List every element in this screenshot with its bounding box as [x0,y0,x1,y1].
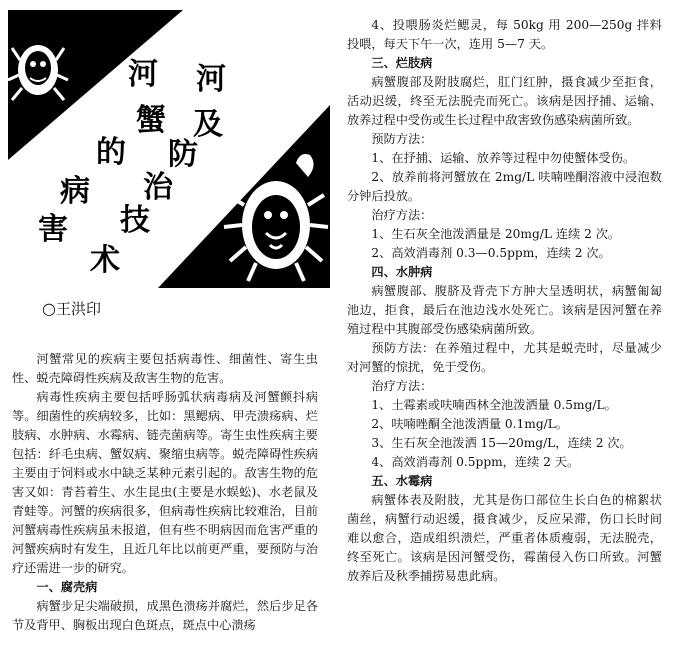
edema-treatment-2: 2、呋喃唑酮全池泼洒量 0.1mg/L。 [371,417,569,431]
author-line [42,298,101,319]
title-char-hai: 害 [38,212,68,247]
water-mold-paragraph: 病蟹体表及附肢，尤其是伤口部位生长白色的棉絮状菌丝，病蟹行动迟缓，摄食减少，反应呆滞，伤口长时间难以愈合，造成组织溃烂，严重者体质瘦弱，无法脱壳，终至死亡。该病是因河蟹受伤，霉菌侵入伤口所致。河蟹放养后及秋季捕捞易患此病。 [347,493,662,583]
title-banner [8,10,330,288]
edema-prevention: 预防方法：在养殖过程中，尤其是蜕壳时，尽量减少对河蟹的惊扰，免于受伤。 [347,341,662,374]
disease-overview-paragraph: 病毒性疾病主要包括呼肠弧状病毒病及河蟹颤抖病等。细菌性的疾病较多，比如：黑鳃病、甲壳溃疡病、烂肢病、水肿病、水霉病、链壳菌病等。寄生虫性疾病主要包括：纤毛虫病、蟹奴病、聚缩虫病等。蜕壳障碍性疾病主要由于饲料或水中缺乏某种元素引起的。敌害生物的危害又如：青苔着生、水生昆虫(主要是水蜈蚣)、水老鼠及青蛙等。河蟹的疾病很多，但病毒性疾病比较难治，目前河蟹病毒性疾病虽未报道，但有些不明病因而危害严重的河蟹疾病时有发生，且近几年比以前更严重，要预防与治疗还需进一步的研究。 [12,390,318,575]
right-column [347,16,662,586]
title-char-fang: 防 [168,137,198,172]
treatment-item-4: 4、投喂肠炎烂鳃灵，每 50kg 用 200—250g 拌料投喂，每天下午一次，连用 5—7 天。 [347,18,662,51]
author-name: 王洪印 [55,300,101,318]
rot-shell-paragraph: 病蟹步足尖端破损，成黑色溃疡并腐烂，然后步足各节及背甲、胸板出现白色斑点，斑点中心溃疡 [12,599,318,632]
left-column [12,350,318,635]
rot-limb-paragraph: 病蟹腹部及附肢腐烂，肛门红肿，摄食减少至拒食，活动迟缓，终至无法脱壳而死亡。该病是因抒捕、运输、放养过程中受伤或生长过程中敌害致伤感染病菌所致。 [347,75,662,127]
title-char-de: 的 [96,135,126,170]
section-heading-rot-shell: 一、腐壳病 [36,580,98,594]
section-heading-edema: 四、水肿病 [371,265,433,279]
prevention-item-2: 2、放养前将河蟹放在 2mg/L 呋喃唑酮溶液中浸泡数分钟后投放。 [347,170,662,203]
title-char-jishu: 技 [120,203,150,238]
edema-treatment-4: 4、高效消毒剂 0.5ppm，连续 2 天。 [371,455,580,469]
section-heading-water-mold: 五、水霉病 [371,474,433,488]
section-heading-rot-limb: 三、烂肢病 [371,56,433,70]
author-mark: ○ [42,299,56,318]
treatment-label-2: 治疗方法： [371,379,433,393]
edema-paragraph: 病蟹腹部、腹脐及背壳下方肿大呈透明状，病蟹匍匐池边，拒食，最后在池边浅水处死亡。该病是因河蟹在养殖过程中其腹部受伤感染病菌所致。 [347,284,662,336]
title-char-he: 河 [128,57,158,92]
treatment-item-2: 2、高效消毒剂 0.3—0.5ppm，连续 2 次。 [371,246,611,260]
treatment-item-1: 1、生石灰全池泼洒量是 20mg/L 连续 2 次。 [371,227,621,241]
treatment-label: 治疗方法： [371,208,433,222]
title-char-bing: 病 [60,174,90,209]
title-char-ji: 及 [193,107,223,142]
intro-paragraph: 河蟹常见的疾病主要包括病毒性、细菌性、寄生虫性、蜕壳障碍性疾病及敌害生物的危害。 [12,352,318,385]
edema-treatment-3: 3、生石灰全池泼洒 15—20mg/L，连续 2 次。 [371,436,632,450]
prevention-item-1: 1、在抒捕、运输、放养等过程中勿使蟹体受伤。 [371,151,636,165]
title-char-xie: 蟹 [136,103,166,138]
prevention-label: 预防方法： [371,132,433,146]
title-char-zhi: 治 [143,170,173,205]
edema-treatment-1: 1、土霉素或呋喃西林全池泼洒量 0.5mg/L。 [371,398,617,412]
title-char-shu: 术 [90,243,120,278]
title-char-he-2: 河 [196,62,226,97]
